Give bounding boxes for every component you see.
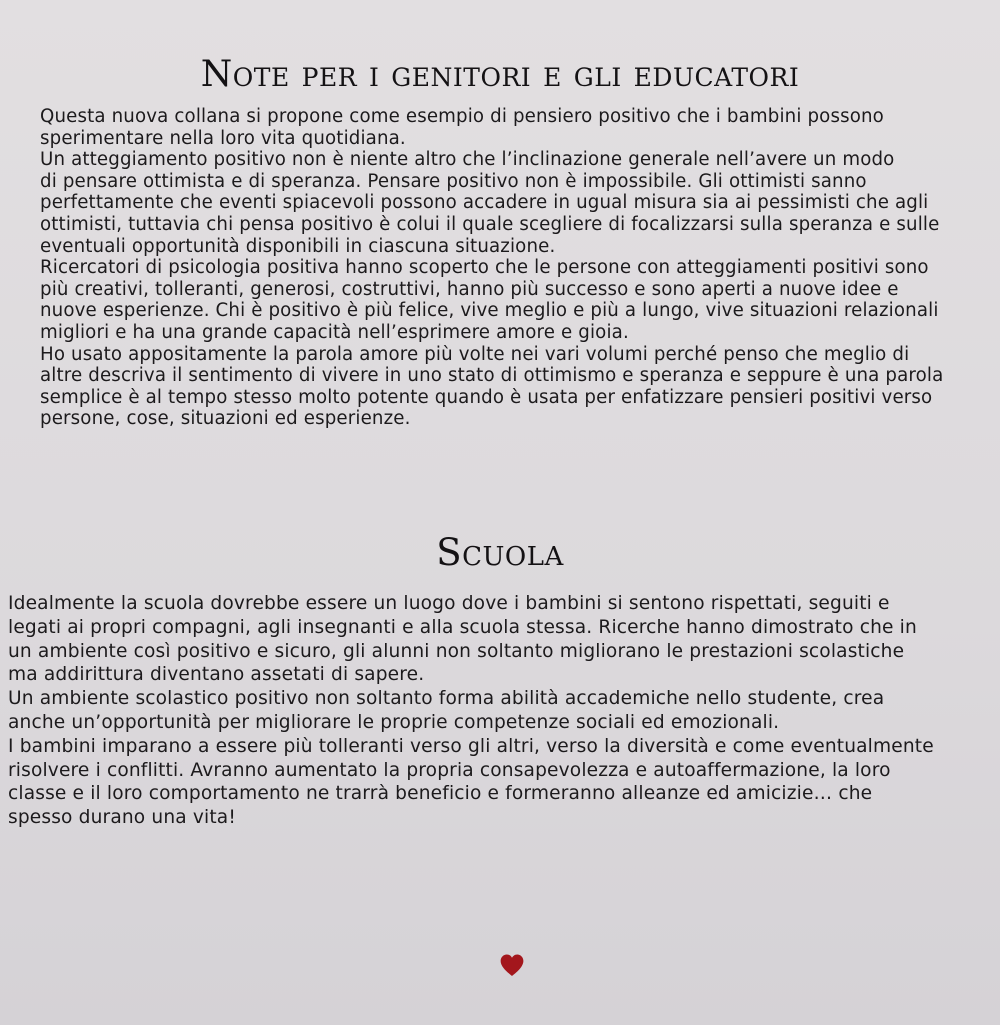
heading-scuola: Scuola <box>436 531 564 574</box>
heading-note-genitori-educatori: Note per i genitori e gli educatori <box>200 54 800 95</box>
text-line: eventuali opportunità disponibili in ciascuna situazione. <box>40 235 556 257</box>
heart-shape <box>501 954 524 976</box>
text-line: Ricercatori di psicologia positiva hanno scoperto che le persone con atteggiamenti positivi sono <box>40 257 929 279</box>
text-line: classe e il loro comportamento ne trarrà beneficio e formeranno alleanze ed amicizie… che <box>8 783 873 805</box>
text-line: semplice è al tempo stesso molto potente quando è usata per enfatizzare pensieri positivi verso <box>40 386 933 408</box>
text-line: un ambiente così positivo e sicuro, gli alunni non soltanto migliorano le prestazioni scolastiche <box>8 640 905 662</box>
text-line: Un ambiente scolastico positivo non soltanto forma abilità accademiche nello studente, crea <box>8 688 885 710</box>
note-paragraphs <box>40 106 943 430</box>
text-line: Questa nuova collana si propone come esempio di pensiero positivo che i bambini possono <box>40 106 884 127</box>
text-line: I bambini imparano a essere più tolleranti verso gli altri, verso la diversità e come eventualmente <box>8 735 934 757</box>
text-line: risolvere i conflitti. Avranno aumentato la propria consapevolezza e autoaffermazione, la loro <box>8 759 891 781</box>
text-line: sperimentare nella loro vita quotidiana. <box>40 127 406 149</box>
text-line: perfettamente che eventi spiacevoli possono accadere in ugual misura sia ai pessimisti che agli <box>40 192 929 214</box>
text-line: più creativi, tolleranti, generosi, costruttivi, hanno più successo e sono aperti a nuove idee e <box>40 278 899 300</box>
text-line: Un atteggiamento positivo non è niente altro che l’inclinazione generale nell’avere un modo <box>40 149 895 171</box>
text-line: anche un’opportunità per migliorare le proprie competenze sociali ed emozionali. <box>8 711 780 733</box>
text-line: nuove esperienze. Chi è positivo è più felice, vive meglio e più a lungo, vive situazioni relazionali <box>40 300 939 322</box>
text-line: migliori e ha una grande capacità nell’esprimere amore e gioia. <box>40 321 629 343</box>
text-line: spesso durano una vita! <box>8 807 236 829</box>
text-line: di pensare ottimista e di speranza. Pensare positivo non è impossibile. Gli ottimisti sanno <box>40 170 867 192</box>
text-line: Idealmente la scuola dovrebbe essere un luogo dove i bambini si sentono rispettati, seguiti e <box>8 593 890 614</box>
text-line: legati ai propri compagni, agli insegnanti e alla scuola stessa. Ricerche hanno dimostrato che in <box>8 616 917 638</box>
text-line: ottimisti, tuttavia chi pensa positivo è colui il quale scegliere di focalizzarsi sulla speranza e sulle <box>40 213 940 235</box>
scuola-paragraphs <box>8 592 934 830</box>
text-line: altre descriva il sentimento di vivere in uno stato di ottimismo e speranza e seppure è una parola <box>40 365 944 387</box>
text-line: Ho usato appositamente la parola amore più volte nei vari volumi perché penso che meglio di <box>40 343 910 365</box>
text-line: persone, cose, situazioni ed esperienze. <box>40 408 411 430</box>
text-line: ma addirittura diventano assetati di sapere. <box>8 664 425 686</box>
heart-icon <box>499 953 525 977</box>
